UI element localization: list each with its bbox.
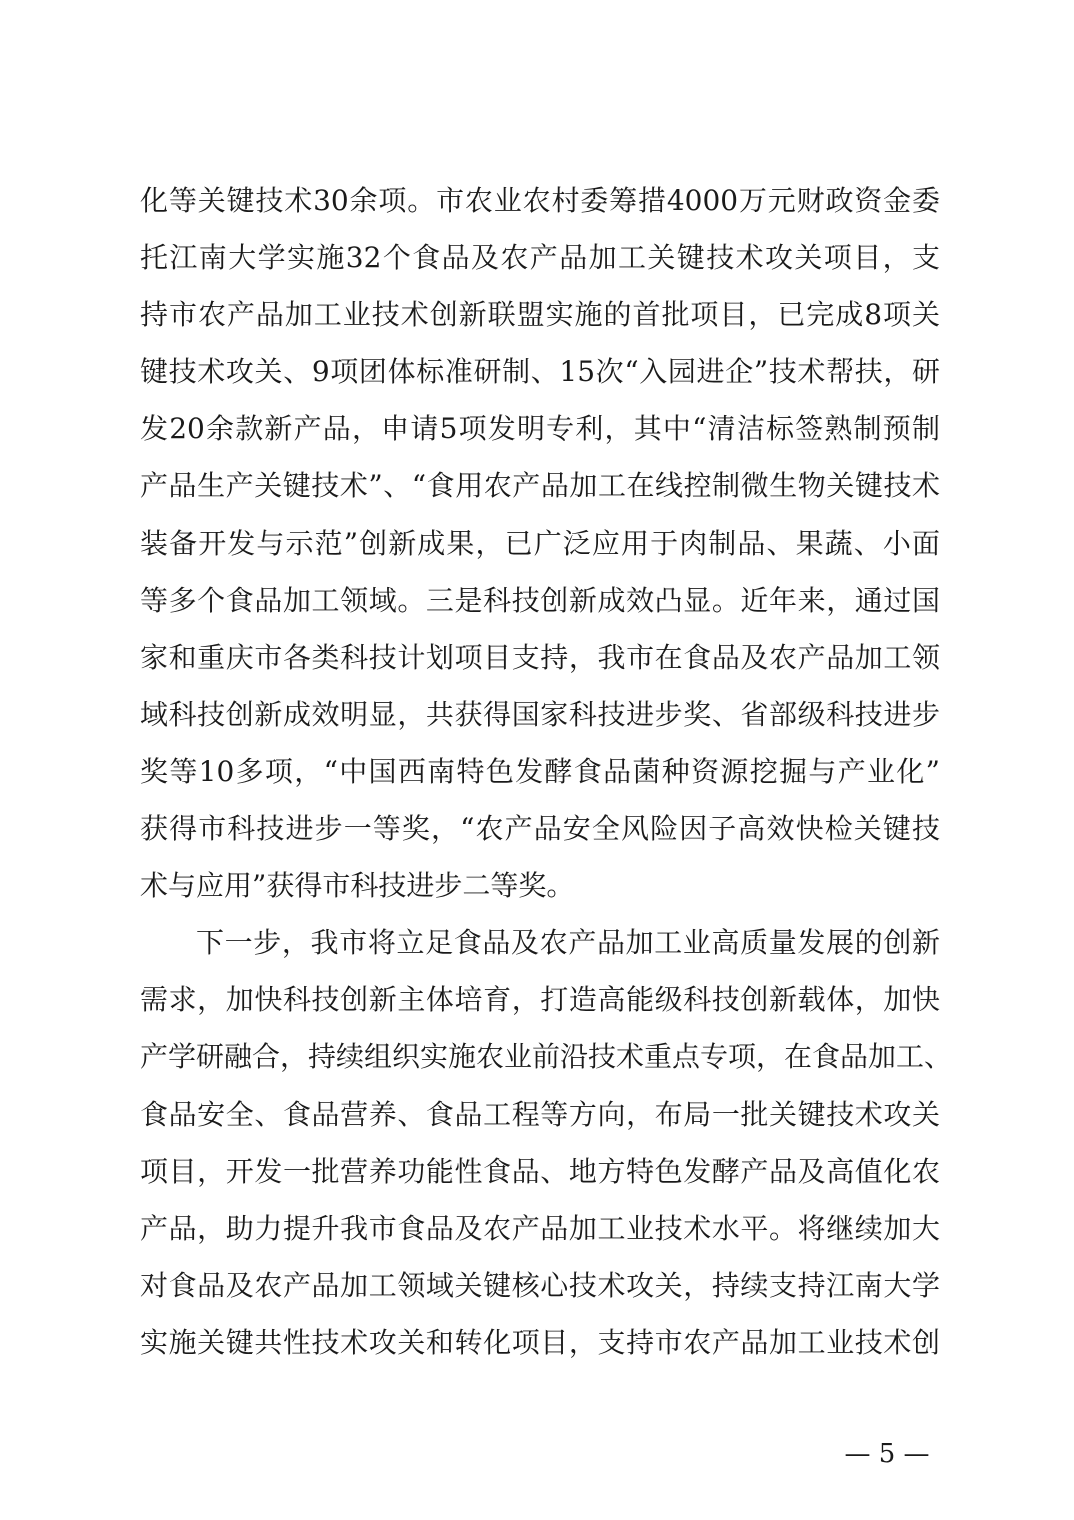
text-line: 托江南大学实施32个食品及农产品加工关键技术攻关项目，支 [140, 241, 940, 275]
text-line: 术与应用”获得市科技进步二等奖。 [140, 869, 575, 903]
text-line: 化等关键技术30余项。市农业农村委筹措4000万元财政资金委 [140, 184, 940, 217]
body-text [140, 172, 953, 1371]
page-number: — 5 — [844, 1439, 930, 1469]
text-line: 奖等10多项，“中国西南特色发酵食品菌种资源挖掘与产业化” [140, 754, 940, 788]
text-line: 食品安全、食品营养、食品工程等方向，布局一批关键技术攻关 [140, 1097, 940, 1131]
text-line: 发20余款新产品，申请5项发明专利，其中“清洁标签熟制预制 [140, 412, 940, 446]
text-line: 键技术攻关、9项团体标准研制、15次“入园进企”技术帮扶，研 [140, 355, 940, 389]
text-line: 产品生产关键技术”、“食用农产品加工在线控制微生物关键技术 [140, 469, 940, 503]
text-line: 持市农产品加工业技术创新联盟实施的首批项目，已完成8项关 [140, 298, 940, 332]
text-line: 项目，开发一批营养功能性食品、地方特色发酵产品及高值化农 [140, 1154, 940, 1188]
text-line: 需求，加快科技创新主体培育，打造高能级科技创新载体，加快 [140, 983, 940, 1017]
text-line: 实施关键共性技术攻关和转化项目，支持市农产品加工业技术创 [140, 1325, 940, 1359]
text-line: 产品，助力提升我市食品及农产品加工业技术水平。将继续加大 [140, 1211, 940, 1245]
text-line: 等多个食品加工领域。三是科技创新成效凸显。近年来，通过国 [140, 583, 940, 617]
paragraph-2 [140, 914, 953, 1371]
text-line: 域科技创新成效明显，共获得国家科技进步奖、省部级科技进步 [140, 697, 940, 731]
paragraph-1 [140, 172, 940, 914]
text-line: 对食品及农产品加工领域关键核心技术攻关，持续支持江南大学 [140, 1268, 940, 1302]
text-line: 获得市科技进步一等奖，“农产品安全风险因子高效快检关键技 [140, 812, 940, 846]
text-line: 下一步，我市将立足食品及农产品加工业高质量发展的创新 [196, 926, 940, 960]
text-line: 装备开发与示范”创新成果，已广泛应用于肉制品、果蔬、小面 [140, 526, 940, 560]
text-line: 家和重庆市各类科技计划项目支持，我市在食品及农产品加工领 [140, 640, 940, 674]
text-line: 产学研融合，持续组织实施农业前沿技术重点专项，在食品加工、 [140, 1040, 953, 1074]
